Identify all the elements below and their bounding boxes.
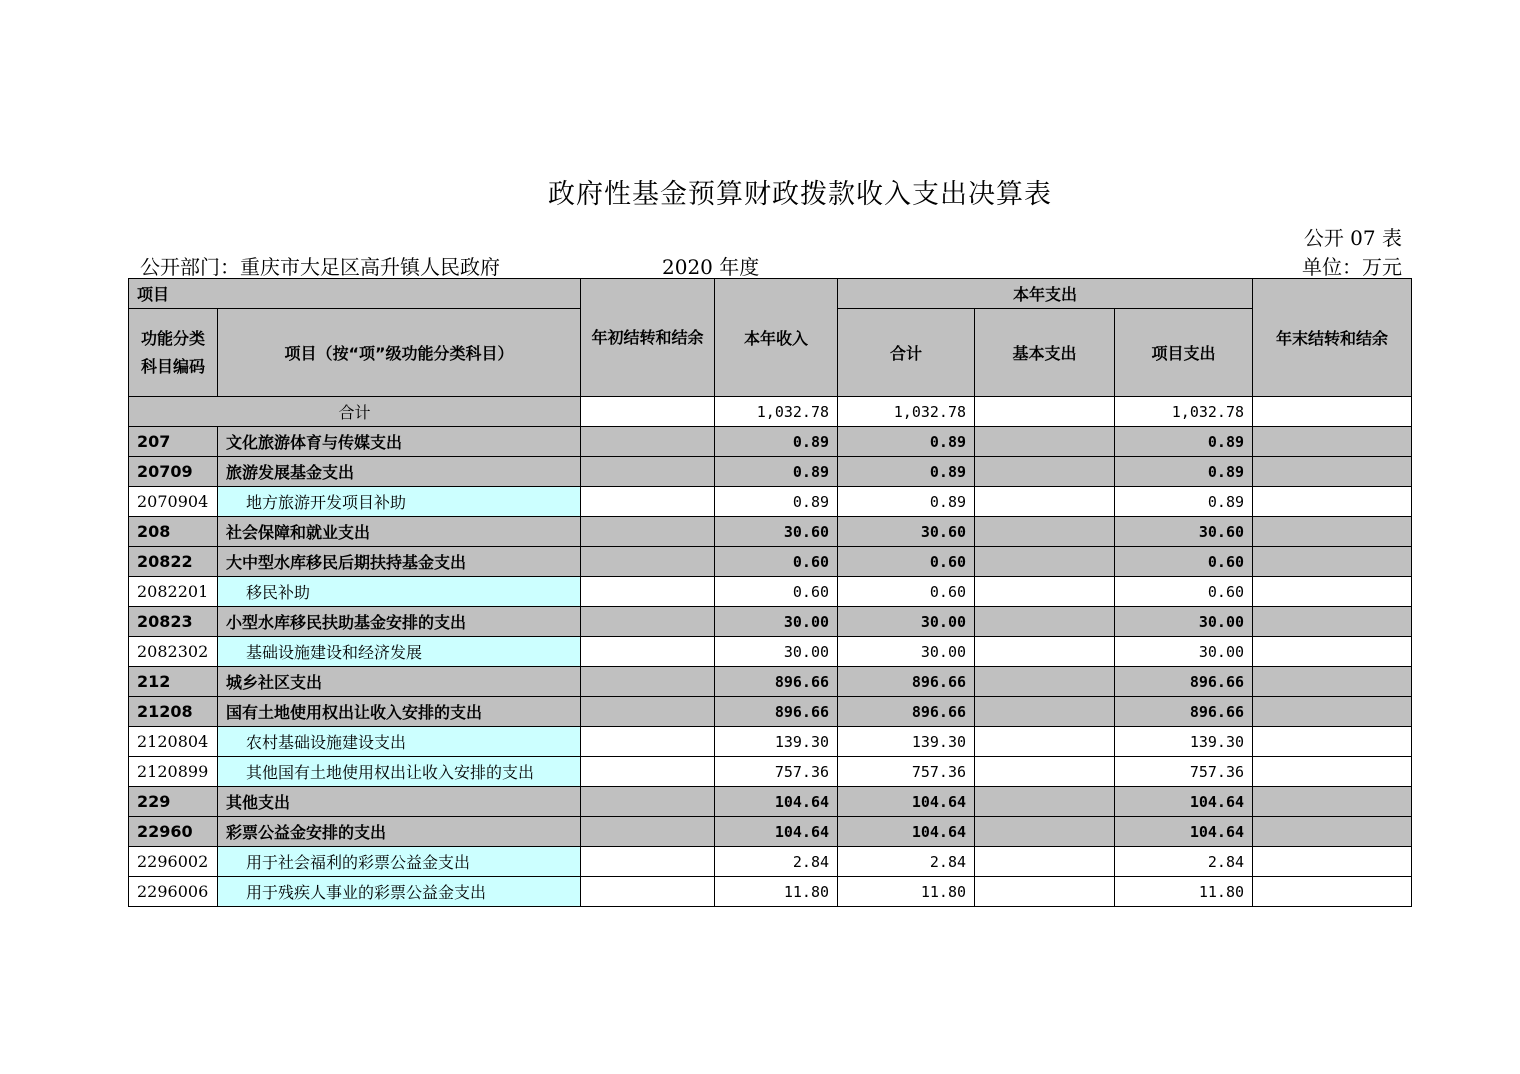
- header-total: 合计: [838, 309, 975, 397]
- row-opening: [581, 817, 715, 847]
- total-row: [129, 397, 1412, 427]
- total-project: 1,032.78: [1115, 397, 1253, 427]
- row-basic: [975, 787, 1115, 817]
- table-row: [129, 817, 1412, 847]
- row-name: 用于残疾人事业的彩票公益金支出: [218, 877, 581, 907]
- row-basic: [975, 517, 1115, 547]
- row-name: 农村基础设施建设支出: [218, 727, 581, 757]
- row-closing: [1253, 577, 1412, 607]
- row-income: 11.80: [715, 877, 838, 907]
- row-total: 139.30: [838, 727, 975, 757]
- row-name: 彩票公益金安排的支出: [218, 817, 581, 847]
- row-name: 国有土地使用权出让收入安排的支出: [218, 697, 581, 727]
- header-basic: 基本支出: [975, 309, 1115, 397]
- row-basic: [975, 667, 1115, 697]
- row-basic: [975, 427, 1115, 457]
- row-name: 用于社会福利的彩票公益金支出: [218, 847, 581, 877]
- row-code: 20709: [129, 457, 218, 487]
- row-income: 2.84: [715, 847, 838, 877]
- row-name: 其他国有土地使用权出让收入安排的支出: [218, 757, 581, 787]
- row-project: 0.60: [1115, 577, 1253, 607]
- total-label: 合计: [129, 397, 581, 427]
- header-closing: 年末结转和结余: [1253, 279, 1412, 397]
- row-total: 896.66: [838, 697, 975, 727]
- row-name: 地方旅游开发项目补助: [218, 487, 581, 517]
- row-project: 896.66: [1115, 667, 1253, 697]
- row-opening: [581, 727, 715, 757]
- row-basic: [975, 637, 1115, 667]
- row-project: 757.36: [1115, 757, 1253, 787]
- row-name: 旅游发展基金支出: [218, 457, 581, 487]
- row-code: 212: [129, 667, 218, 697]
- row-closing: [1253, 727, 1412, 757]
- row-code: 22960: [129, 817, 218, 847]
- row-opening: [581, 667, 715, 697]
- row-basic: [975, 757, 1115, 787]
- row-project: 30.00: [1115, 637, 1253, 667]
- row-code: 207: [129, 427, 218, 457]
- row-name: 小型水库移民扶助基金安排的支出: [218, 607, 581, 637]
- row-total: 0.60: [838, 577, 975, 607]
- row-name: 大中型水库移民后期扶持基金支出: [218, 547, 581, 577]
- table-row: [129, 607, 1412, 637]
- table-row: [129, 577, 1412, 607]
- row-opening: [581, 547, 715, 577]
- total-opening: [581, 397, 715, 427]
- row-closing: [1253, 787, 1412, 817]
- row-total: 896.66: [838, 667, 975, 697]
- row-income: 757.36: [715, 757, 838, 787]
- row-income: 896.66: [715, 697, 838, 727]
- row-code: 2120804: [129, 727, 218, 757]
- row-code: 2082302: [129, 637, 218, 667]
- table-row: [129, 457, 1412, 487]
- row-closing: [1253, 697, 1412, 727]
- row-total: 757.36: [838, 757, 975, 787]
- row-total: 30.00: [838, 607, 975, 637]
- row-name: 城乡社区支出: [218, 667, 581, 697]
- row-income: 0.89: [715, 457, 838, 487]
- row-basic: [975, 877, 1115, 907]
- row-basic: [975, 457, 1115, 487]
- year-label: 2020 年度: [662, 255, 760, 279]
- row-opening: [581, 487, 715, 517]
- row-basic: [975, 547, 1115, 577]
- total-basic: [975, 397, 1115, 427]
- table-row: [129, 787, 1412, 817]
- row-name: 基础设施建设和经济发展: [218, 637, 581, 667]
- row-basic: [975, 697, 1115, 727]
- header-opening: 年初结转和结余: [581, 279, 715, 397]
- row-total: 0.89: [838, 487, 975, 517]
- total-total: 1,032.78: [838, 397, 975, 427]
- department-label: 公开部门：重庆市大足区高升镇人民政府: [140, 255, 500, 279]
- row-total: 2.84: [838, 847, 975, 877]
- row-total: 0.60: [838, 547, 975, 577]
- row-project: 30.60: [1115, 517, 1253, 547]
- row-project: 0.89: [1115, 427, 1253, 457]
- header-item: 项目: [129, 279, 581, 309]
- table-row: [129, 487, 1412, 517]
- row-opening: [581, 877, 715, 907]
- row-closing: [1253, 487, 1412, 517]
- row-name: 其他支出: [218, 787, 581, 817]
- row-project: 896.66: [1115, 697, 1253, 727]
- header-income: 本年收入: [715, 279, 838, 397]
- row-income: 104.64: [715, 817, 838, 847]
- header-code: 功能分类科目编码: [129, 309, 218, 397]
- row-opening: [581, 607, 715, 637]
- row-opening: [581, 757, 715, 787]
- row-project: 104.64: [1115, 817, 1253, 847]
- row-income: 104.64: [715, 787, 838, 817]
- table-row: [129, 547, 1412, 577]
- table-row: [129, 697, 1412, 727]
- total-closing: [1253, 397, 1412, 427]
- row-total: 11.80: [838, 877, 975, 907]
- row-closing: [1253, 547, 1412, 577]
- row-basic: [975, 847, 1115, 877]
- row-income: 30.00: [715, 607, 838, 637]
- row-closing: [1253, 667, 1412, 697]
- row-income: 139.30: [715, 727, 838, 757]
- row-total: 30.00: [838, 637, 975, 667]
- row-opening: [581, 427, 715, 457]
- header-name: 项目（按“项”级功能分类科目）: [218, 309, 581, 397]
- row-code: 21208: [129, 697, 218, 727]
- row-closing: [1253, 757, 1412, 787]
- row-project: 0.89: [1115, 457, 1253, 487]
- row-income: 0.89: [715, 487, 838, 517]
- row-opening: [581, 577, 715, 607]
- unit-label: 单位：万元: [1302, 255, 1402, 279]
- row-basic: [975, 607, 1115, 637]
- row-closing: [1253, 457, 1412, 487]
- row-name: 文化旅游体育与传媒支出: [218, 427, 581, 457]
- row-code: 20823: [129, 607, 218, 637]
- table-row: [129, 847, 1412, 877]
- header-project: 项目支出: [1115, 309, 1253, 397]
- row-total: 0.89: [838, 427, 975, 457]
- row-project: 139.30: [1115, 727, 1253, 757]
- row-total: 104.64: [838, 787, 975, 817]
- row-closing: [1253, 877, 1412, 907]
- row-name: 社会保障和就业支出: [218, 517, 581, 547]
- table-row: [129, 877, 1412, 907]
- header-expense-group: 本年支出: [838, 279, 1253, 309]
- row-income: 0.60: [715, 577, 838, 607]
- row-code: 2082201: [129, 577, 218, 607]
- row-income: 30.60: [715, 517, 838, 547]
- row-code: 208: [129, 517, 218, 547]
- budget-table: [128, 278, 1412, 907]
- table-row: [129, 637, 1412, 667]
- row-code: 20822: [129, 547, 218, 577]
- table-row: [129, 667, 1412, 697]
- row-project: 30.00: [1115, 607, 1253, 637]
- table-row: [129, 517, 1412, 547]
- row-name: 移民补助: [218, 577, 581, 607]
- page-title: 政府性基金预算财政拨款收入支出决算表: [548, 179, 1052, 210]
- row-project: 104.64: [1115, 787, 1253, 817]
- row-opening: [581, 697, 715, 727]
- row-project: 0.60: [1115, 547, 1253, 577]
- row-code: 2120899: [129, 757, 218, 787]
- table-row: [129, 427, 1412, 457]
- row-basic: [975, 817, 1115, 847]
- table-row: [129, 727, 1412, 757]
- row-opening: [581, 637, 715, 667]
- row-project: 11.80: [1115, 877, 1253, 907]
- form-number: 公开 07 表: [1303, 226, 1402, 250]
- row-opening: [581, 787, 715, 817]
- row-income: 30.00: [715, 637, 838, 667]
- row-closing: [1253, 517, 1412, 547]
- row-opening: [581, 457, 715, 487]
- row-project: 2.84: [1115, 847, 1253, 877]
- row-closing: [1253, 817, 1412, 847]
- row-total: 0.89: [838, 457, 975, 487]
- row-total: 104.64: [838, 817, 975, 847]
- row-total: 30.60: [838, 517, 975, 547]
- total-income: 1,032.78: [715, 397, 838, 427]
- row-basic: [975, 487, 1115, 517]
- row-income: 0.89: [715, 427, 838, 457]
- row-closing: [1253, 637, 1412, 667]
- row-opening: [581, 847, 715, 877]
- row-basic: [975, 577, 1115, 607]
- row-closing: [1253, 847, 1412, 877]
- row-code: 229: [129, 787, 218, 817]
- table-row: [129, 757, 1412, 787]
- row-closing: [1253, 607, 1412, 637]
- row-code: 2296002: [129, 847, 218, 877]
- row-income: 896.66: [715, 667, 838, 697]
- row-basic: [975, 727, 1115, 757]
- row-project: 0.89: [1115, 487, 1253, 517]
- row-income: 0.60: [715, 547, 838, 577]
- row-code: 2296006: [129, 877, 218, 907]
- row-code: 2070904: [129, 487, 218, 517]
- row-closing: [1253, 427, 1412, 457]
- row-opening: [581, 517, 715, 547]
